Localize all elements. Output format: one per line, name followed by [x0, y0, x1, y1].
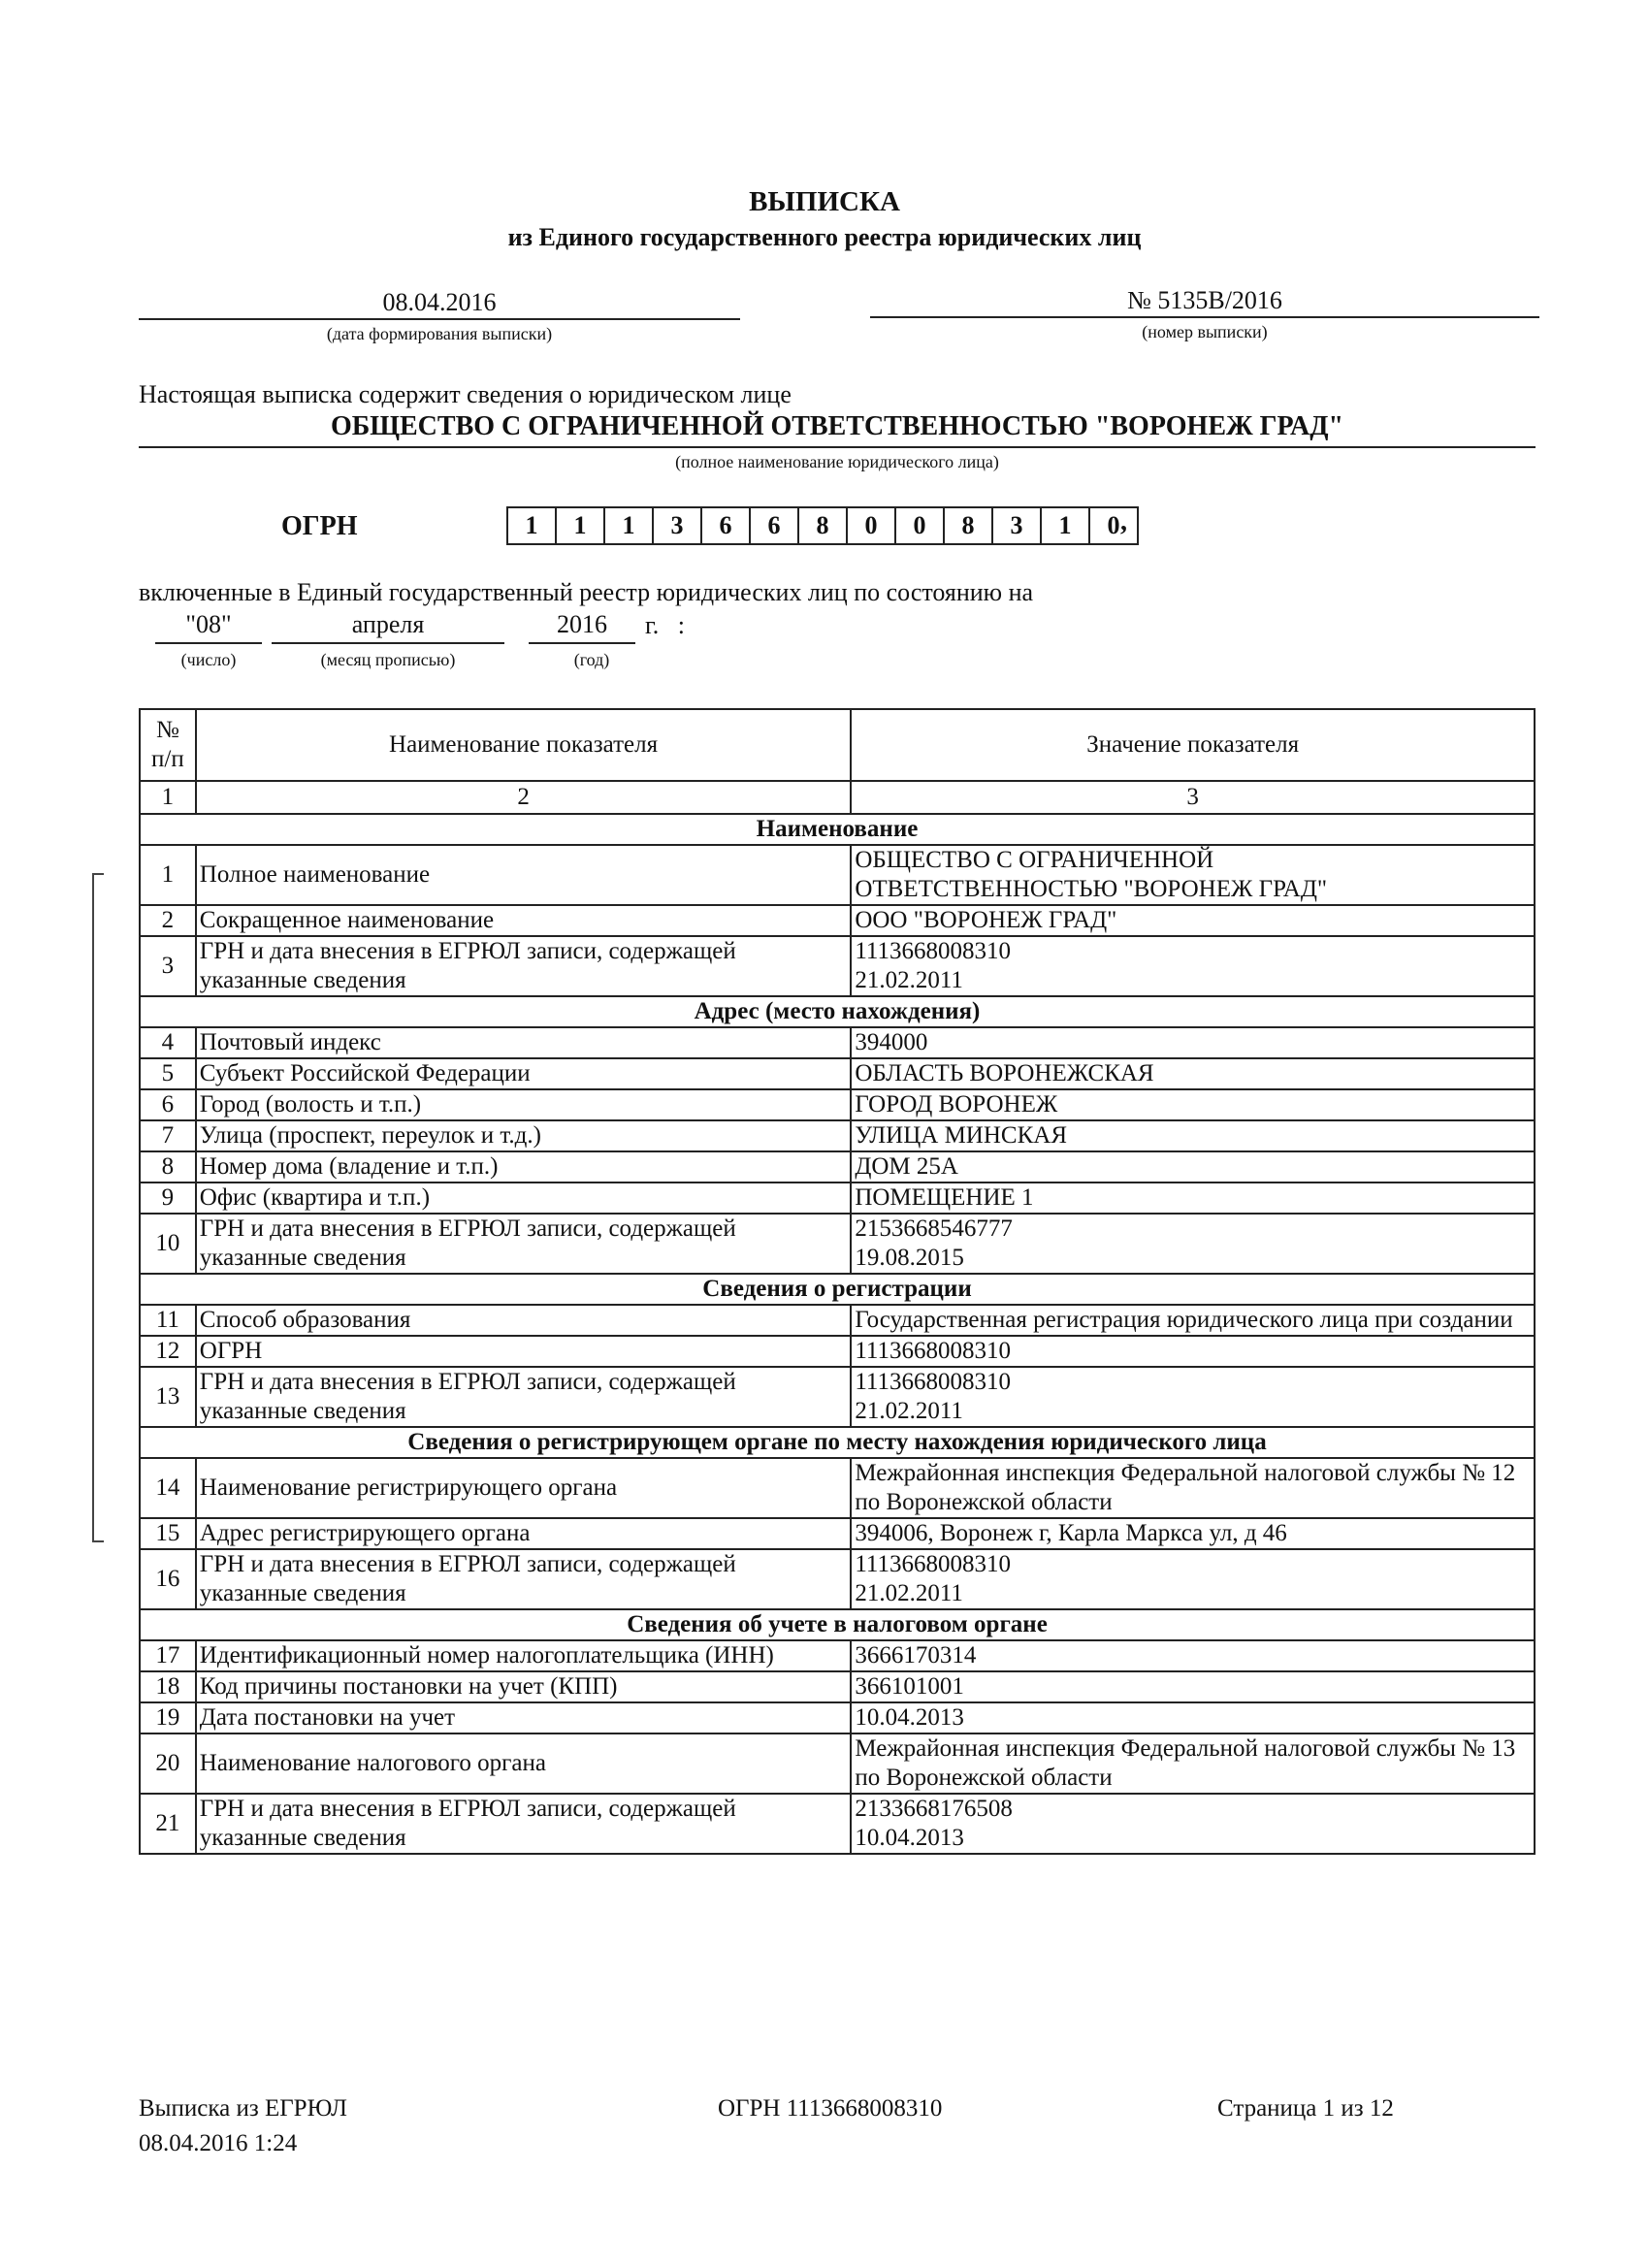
row-value: 2133668176508 10.04.2013	[851, 1794, 1535, 1854]
table-row	[140, 1305, 1535, 1336]
row-name: Адрес регистрирующего органа	[196, 1518, 852, 1549]
table-row	[140, 936, 1535, 996]
ogrn-digit: 0	[1107, 511, 1120, 539]
row-num: 15	[140, 1518, 196, 1549]
ogrn-comma: ,	[1120, 506, 1127, 536]
state-year-suffix: г. :	[645, 611, 685, 639]
row-name: ОГРН	[196, 1336, 852, 1367]
row-value: ПОМЕЩЕНИЕ 1	[851, 1183, 1535, 1214]
row-name: Код причины постановки на учет (КПП)	[196, 1671, 852, 1702]
row-num: 16	[140, 1549, 196, 1609]
row-name: Способ образования	[196, 1305, 852, 1336]
row-name: ГРН и дата внесения в ЕГРЮЛ записи, содержащей указанные сведения	[196, 1794, 852, 1854]
row-name: ГРН и дата внесения в ЕГРЮЛ записи, содержащей указанные сведения	[196, 1549, 852, 1609]
table-row	[140, 1120, 1535, 1151]
row-num: 8	[140, 1151, 196, 1183]
row-num: 19	[140, 1702, 196, 1733]
day-caption: (число)	[180, 650, 237, 669]
ogrn-digit: 1	[605, 508, 654, 543]
ogrn-digit: 8	[799, 508, 848, 543]
table-row	[140, 1671, 1535, 1702]
row-value: УЛИЦА МИНСКАЯ	[851, 1120, 1535, 1151]
row-name: Наименование регистрирующего органа	[196, 1458, 852, 1518]
table-row	[140, 1518, 1535, 1549]
margin-binding-line	[92, 873, 94, 1542]
extract-date-caption: (дата формирования выписки)	[326, 324, 553, 343]
intro-text: Настоящая выписка содержит сведения о юридическом лице	[139, 380, 792, 408]
row-value: ОБЩЕСТВО С ОГРАНИЧЕННОЙ ОТВЕТСТВЕННОСТЬЮ "ВОРОНЕЖ ГРАД"	[851, 845, 1535, 905]
page-number: 1	[1322, 2095, 1336, 2122]
row-name: Наименование налогового органа	[196, 1733, 852, 1794]
header-name: Наименование показателя	[196, 709, 852, 781]
row-name: Полное наименование	[196, 845, 852, 905]
footer-left-line2: 08.04.2016 1:24	[139, 2130, 298, 2156]
state-year: 2016	[529, 609, 635, 644]
row-name: Идентификационный номер налогоплательщика (ИНН)	[196, 1640, 852, 1671]
state-day: "08"	[155, 609, 262, 644]
org-full-name: ОБЩЕСТВО С ОГРАНИЧЕННОЙ ОТВЕТСТВЕННОСТЬЮ "ВОРОНЕЖ ГРАД"	[139, 407, 1536, 448]
table-row	[140, 905, 1535, 936]
row-num: 10	[140, 1214, 196, 1274]
ogrn-digit-boxes	[506, 506, 1139, 545]
ogrn-digit: 1	[508, 508, 557, 543]
ogrn-digit: 8	[945, 508, 993, 543]
header-value: Значение показателя	[851, 709, 1535, 781]
table-row	[140, 1549, 1535, 1609]
row-value: Межрайонная инспекция Федеральной налоговой службы № 13 по Воронежской области	[851, 1733, 1535, 1794]
extract-number: № 5135В/2016	[870, 285, 1539, 318]
row-num: 5	[140, 1058, 196, 1089]
row-value: 1113668008310 21.02.2011	[851, 1549, 1535, 1609]
row-name: Офис (квартира и т.п.)	[196, 1183, 852, 1214]
row-num: 9	[140, 1183, 196, 1214]
row-num: 2	[140, 905, 196, 936]
row-name: Субъект Российской Федерации	[196, 1058, 852, 1089]
margin-tick	[92, 873, 104, 875]
ogrn-digit: 1	[1042, 508, 1090, 543]
ogrn-label: ОГРН	[281, 511, 358, 541]
section-row	[140, 996, 1535, 1027]
table-row	[140, 1089, 1535, 1120]
row-value: 394000	[851, 1027, 1535, 1058]
row-name: ГРН и дата внесения в ЕГРЮЛ записи, содержащей указанные сведения	[196, 936, 852, 996]
row-num: 17	[140, 1640, 196, 1671]
table-row	[140, 1336, 1535, 1367]
row-name: ГРН и дата внесения в ЕГРЮЛ записи, содержащей указанные сведения	[196, 1214, 852, 1274]
page-total: 12	[1369, 2095, 1394, 2122]
row-name: Улица (проспект, переулок и т.д.)	[196, 1120, 852, 1151]
row-num: 13	[140, 1367, 196, 1427]
row-num: 11	[140, 1305, 196, 1336]
footer-page	[1217, 2095, 1394, 2122]
row-value: ДОМ 25А	[851, 1151, 1535, 1183]
header-num: № п/п	[140, 709, 196, 781]
table-row	[140, 845, 1535, 905]
row-num: 1	[140, 845, 196, 905]
row-value: ГОРОД ВОРОНЕЖ	[851, 1089, 1535, 1120]
index-3: 3	[851, 781, 1535, 814]
table-row	[140, 1640, 1535, 1671]
page-of: из	[1341, 2095, 1364, 2122]
ogrn-digit: 0	[848, 508, 896, 543]
row-value: Государственная регистрация юридического лица при создании	[851, 1305, 1535, 1336]
table-row	[140, 1458, 1535, 1518]
table-row	[140, 1702, 1535, 1733]
row-num: 3	[140, 936, 196, 996]
section-title: Сведения о регистрирующем органе по месту нахождения юридического лица	[140, 1427, 1535, 1458]
ogrn-digit: 0	[896, 508, 945, 543]
row-value: ООО "ВОРОНЕЖ ГРАД"	[851, 905, 1535, 936]
row-num: 6	[140, 1089, 196, 1120]
state-month: апреля	[272, 609, 504, 644]
row-num: 7	[140, 1120, 196, 1151]
ogrn-digit: 6	[751, 508, 799, 543]
row-num: 14	[140, 1458, 196, 1518]
ogrn-digit: 1	[557, 508, 605, 543]
ogrn-digit: 3	[654, 508, 702, 543]
year-caption: (год)	[573, 650, 610, 669]
row-value: 3666170314	[851, 1640, 1535, 1671]
section-title: Наименование	[140, 814, 1535, 845]
document-subtitle: из Единого государственного реестра юридических лиц	[507, 223, 1142, 251]
footer-left-line1: Выписка из ЕГРЮЛ	[139, 2095, 347, 2122]
section-row	[140, 1609, 1535, 1640]
table-row	[140, 1794, 1535, 1854]
extract-date: 08.04.2016	[139, 287, 740, 320]
row-num: 18	[140, 1671, 196, 1702]
row-value: 2153668546777 19.08.2015	[851, 1214, 1535, 1274]
row-value: 1113668008310	[851, 1336, 1535, 1367]
row-num: 21	[140, 1794, 196, 1854]
extract-number-caption: (номер выписки)	[1142, 322, 1268, 341]
row-num: 12	[140, 1336, 196, 1367]
ogrn-digit: 6	[702, 508, 751, 543]
section-row	[140, 814, 1535, 845]
table-row	[140, 1058, 1535, 1089]
row-value: 1113668008310 21.02.2011	[851, 936, 1535, 996]
table-row	[140, 1151, 1535, 1183]
section-title: Сведения о регистрации	[140, 1274, 1535, 1305]
table-row	[140, 1183, 1535, 1214]
footer-ogrn: ОГРН 1113668008310	[718, 2095, 943, 2122]
row-value: 1113668008310 21.02.2011	[851, 1367, 1535, 1427]
row-name: Почтовый индекс	[196, 1027, 852, 1058]
row-name: Город (волость и т.п.)	[196, 1089, 852, 1120]
section-title: Адрес (место нахождения)	[140, 996, 1535, 1027]
section-row	[140, 1274, 1535, 1305]
row-num: 20	[140, 1733, 196, 1794]
row-num: 4	[140, 1027, 196, 1058]
state-text: включенные в Единый государственный реестр юридических лиц по состоянию на	[139, 578, 1034, 606]
index-2: 2	[196, 781, 852, 814]
org-name-caption: (полное наименование юридического лица)	[675, 452, 999, 471]
table-row	[140, 1733, 1535, 1794]
section-title: Сведения об учете в налоговом органе	[140, 1609, 1535, 1640]
ogrn-digit: 3	[993, 508, 1042, 543]
index-1: 1	[140, 781, 196, 814]
row-name: Дата постановки на учет	[196, 1702, 852, 1733]
row-value: ОБЛАСТЬ ВОРОНЕЖСКАЯ	[851, 1058, 1535, 1089]
table-header-row	[140, 709, 1535, 781]
row-name: Сокращенное наименование	[196, 905, 852, 936]
month-caption: (месяц прописью)	[320, 650, 456, 669]
table-row	[140, 1367, 1535, 1427]
document-title: ВЫПИСКА	[749, 186, 900, 217]
row-value: 394006, Воронеж г, Карла Маркса ул, д 46	[851, 1518, 1535, 1549]
table-row	[140, 1027, 1535, 1058]
table-row	[140, 1214, 1535, 1274]
row-value: Межрайонная инспекция Федеральной налоговой службы № 12 по Воронежской области	[851, 1458, 1535, 1518]
row-value: 10.04.2013	[851, 1702, 1535, 1733]
row-value: 366101001	[851, 1671, 1535, 1702]
row-name: Номер дома (владение и т.п.)	[196, 1151, 852, 1183]
table-index-row	[140, 781, 1535, 814]
section-row	[140, 1427, 1535, 1458]
register-table	[139, 708, 1536, 1855]
margin-tick	[92, 1540, 104, 1542]
page-label: Страница	[1217, 2095, 1317, 2122]
row-name: ГРН и дата внесения в ЕГРЮЛ записи, содержащей указанные сведения	[196, 1367, 852, 1427]
